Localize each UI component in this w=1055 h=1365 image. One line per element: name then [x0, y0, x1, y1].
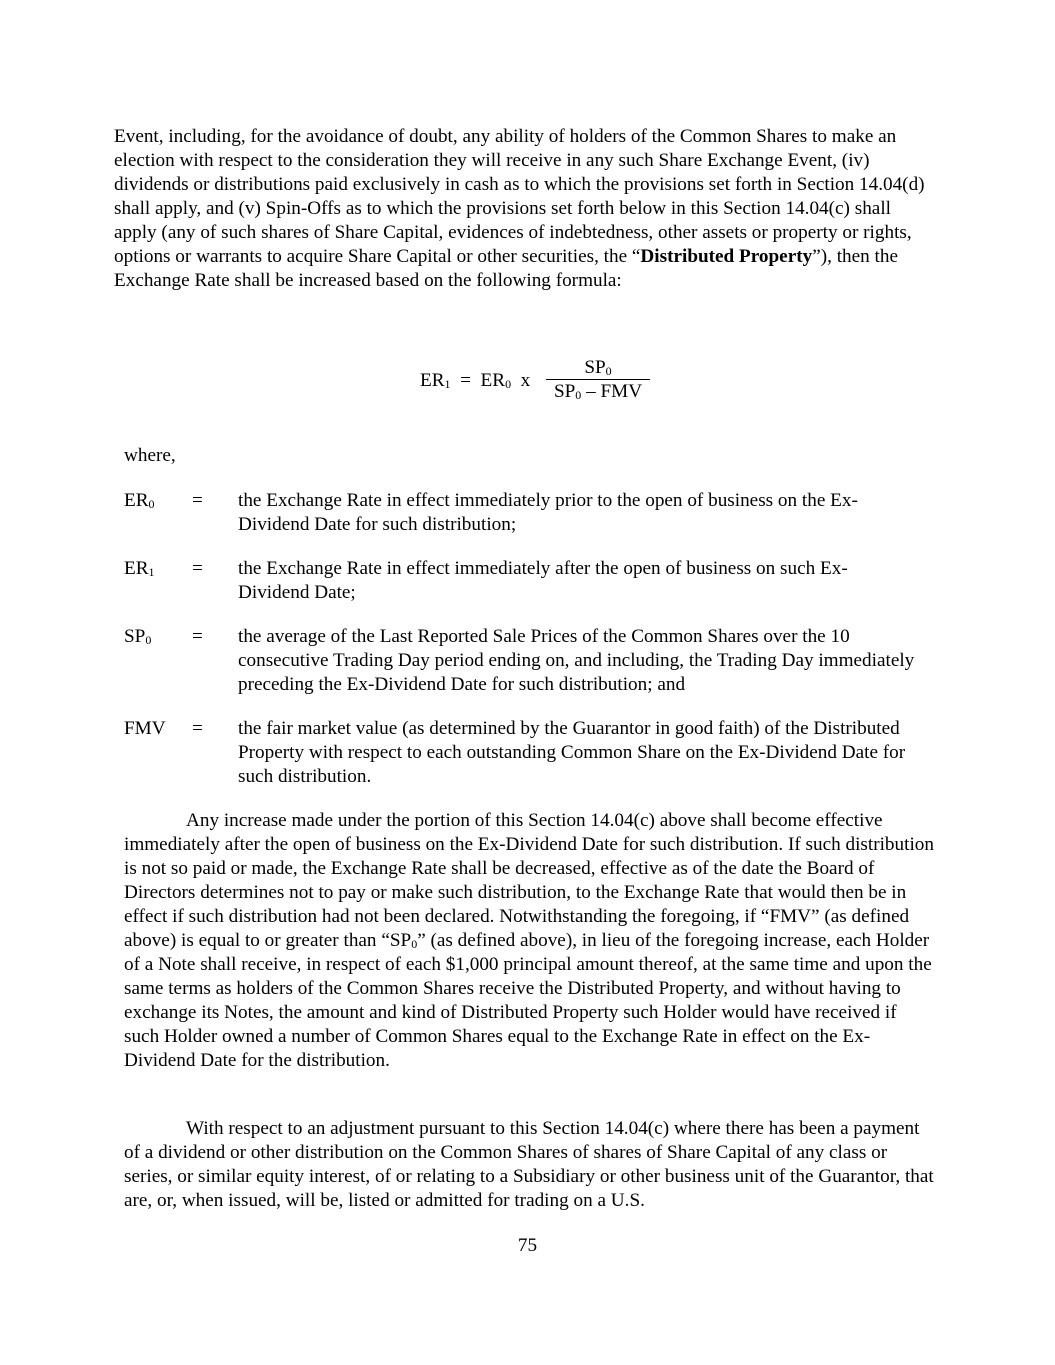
definition-term	[124, 717, 166, 741]
formula-fraction	[546, 357, 650, 403]
intro-paragraph	[114, 125, 934, 293]
denominator-sp: SP	[553, 381, 576, 402]
formula-er0-sub: 0	[505, 377, 512, 391]
term-text: FMV	[124, 718, 166, 739]
numerator-sub: 0	[605, 364, 612, 378]
formula-er1: ER	[420, 370, 445, 391]
definition-term	[124, 625, 151, 649]
term-sub: 0	[148, 497, 155, 511]
exchange-rate-formula	[420, 357, 680, 405]
formula-lhs	[420, 369, 530, 393]
definition-equals: =	[192, 626, 203, 647]
formula-er1-sub: 1	[444, 377, 451, 391]
page-number: 75	[517, 1235, 538, 1256]
increase-text-b: ” (as defined above), in lieu of the foregoing increase, each Holder of a Note shall receive, in respect of each $1,000 principal amount thereof, at the same time and upon the same terms as holders of the Common Shares receive the Distributed Property, and without having to exchange its Notes, the amount and kind of Distributed Property such Holder would have received if such Holder owned a number of Common Shares equal to the Exchange Rate in effect on the Ex-Dividend Date for the distribution.	[124, 930, 932, 1071]
definition-term	[124, 557, 155, 581]
definition-description: the Exchange Rate in effect immediately prior to the open of business on the Ex-Dividend Date for such distribution;	[238, 490, 858, 535]
distributed-property-term: Distributed Property	[640, 246, 813, 267]
increase-sub: 0	[411, 937, 418, 951]
definition-description: the Exchange Rate in effect immediately after the open of business on such Ex-Dividend Date;	[238, 558, 848, 603]
term-text: ER	[124, 558, 149, 579]
definition-description: the average of the Last Reported Sale Prices of the Common Shares over the 10 consecutive Trading Day period ending on, and including, the Trading Day immediately preceding the Ex-Dividend Date for such distribution; and	[238, 626, 915, 695]
formula-numerator	[546, 357, 650, 379]
formula-er0: ER	[480, 370, 506, 391]
definition-equals: =	[192, 718, 203, 739]
term-text: ER	[124, 490, 149, 511]
definition-term	[124, 489, 155, 513]
respect-paragraph: With respect to an adjustment pursuant to this Section 14.04(c) where there has been a payment of a dividend or other distribution on the Common Shares of shares of Share Capital of any class or series, or similar equity interest, of or relating to a Subsidiary or other business unit of the Guarantor, that are, or, when issued, will be, listed or admitted for trading on a U.S.	[124, 1118, 934, 1211]
increase-paragraph	[124, 809, 934, 1073]
term-sub: 0	[145, 633, 152, 647]
definition-equals: =	[192, 490, 203, 511]
definition-equals: =	[192, 558, 203, 579]
formula-equals: =	[460, 370, 471, 391]
intro-text-b: ”), then the Exchange Rate shall be increased based on the following formula:	[114, 246, 898, 291]
where-label: where,	[124, 445, 176, 466]
formula-denominator	[546, 381, 650, 403]
formula-times: x	[520, 370, 531, 391]
denominator-rest: – FMV	[581, 381, 643, 402]
increase-text-a: Any increase made under the portion of this Section 14.04(c) above shall become effective immediately after the open of business on the Ex-Dividend Date for such distribution. If such distribution is not so paid or made, the Exchange Rate shall be decreased, effective as of the date the Board of Directors determines not to pay or make such distribution, to the Exchange Rate that would then be in effect if such distribution had not been declared. Notwithstanding the foregoing, if “FMV” (as defined above) is equal to or greater than “SP	[124, 810, 934, 951]
denominator-sub: 0	[575, 388, 582, 402]
numerator-sp: SP	[584, 357, 606, 378]
fraction-bar	[546, 379, 650, 380]
definition-description: the fair market value (as determined by the Guarantor in good faith) of the Distributed Property with respect to each outstanding Common Share on the Ex-Dividend Date for such distribution.	[238, 718, 906, 787]
intro-text-a: Event, including, for the avoidance of doubt, any ability of holders of the Common Shares to make an election with respect to the consideration they will receive in any such Share Exchange Event, (iv) dividends or distributions paid exclusively in cash as to which the provisions set forth in Section 14.04(d) shall apply, and (v) Spin-Offs as to which the provisions set forth below in this Section 14.04(c) shall apply (any of such shares of Share Capital, evidences of indebtedness, other assets or property or rights, options or warrants to acquire Share Capital or other securities, the “	[114, 126, 925, 267]
term-sub: 1	[148, 565, 155, 579]
term-text: SP	[124, 626, 146, 647]
